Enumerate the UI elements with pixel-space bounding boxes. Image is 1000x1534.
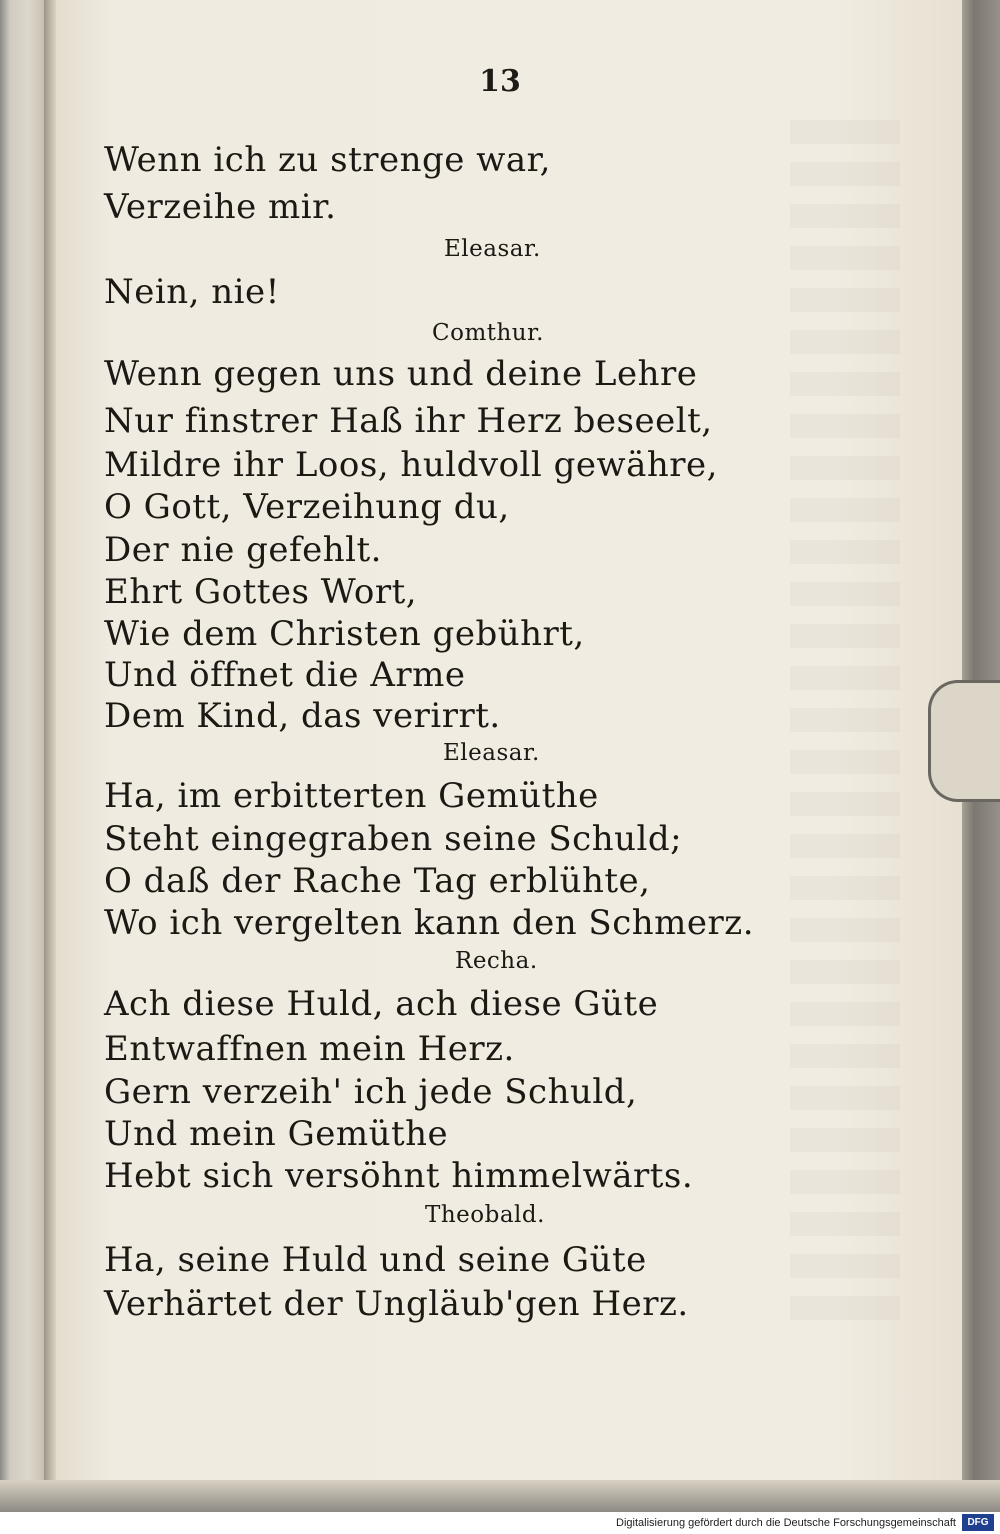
verse-line: Und mein Gemüthe bbox=[104, 1114, 449, 1154]
verse-line: Gern verzeih' ich jede Schuld, bbox=[104, 1072, 638, 1112]
verse-line: Steht eingegraben seine Schuld; bbox=[104, 819, 683, 859]
verse-line: O daß der Rache Tag erblühte, bbox=[104, 861, 651, 901]
verse-line: Und öffnet die Arme bbox=[104, 655, 466, 695]
verse-line: Der nie gefehlt. bbox=[104, 530, 382, 570]
page-number: 13 bbox=[479, 64, 521, 99]
speaker-label: Eleasar. bbox=[443, 740, 540, 766]
verse-line: Verhärtet der Ungläub'gen Herz. bbox=[104, 1284, 689, 1324]
verse-line: Nein, nie! bbox=[104, 272, 280, 312]
verse-line: Mildre ihr Loos, huldvoll gewähre, bbox=[104, 445, 718, 485]
verse-line: Wenn ich zu strenge war, bbox=[104, 140, 551, 180]
verse-line: Ehrt Gottes Wort, bbox=[104, 572, 418, 612]
speaker-label: Recha. bbox=[455, 948, 538, 974]
facing-page-edge bbox=[0, 0, 50, 1512]
verse-line: Nur finstrer Haß ihr Herz beseelt, bbox=[104, 401, 713, 441]
funding-credit: Digitalisierung gefördert durch die Deutsche Forschungsgemeinschaft bbox=[616, 1517, 956, 1529]
verse-line: Wo ich vergelten kann den Schmerz. bbox=[104, 903, 755, 943]
show-through-texture bbox=[790, 120, 900, 1320]
clasp-tab bbox=[928, 680, 1000, 802]
verse-line: Wenn gegen uns und deine Lehre bbox=[104, 354, 698, 394]
verse-line: Dem Kind, das verirrt. bbox=[104, 696, 501, 736]
verse-line: Ach diese Huld, ach diese Güte bbox=[104, 984, 659, 1024]
speaker-label: Eleasar. bbox=[444, 236, 541, 262]
verse-line: Wie dem Christen gebührt, bbox=[104, 614, 585, 654]
verse-line: Ha, im erbitterten Gemüthe bbox=[104, 776, 599, 816]
book-gutter bbox=[44, 0, 56, 1512]
verse-line: Hebt sich versöhnt himmelwärts. bbox=[104, 1156, 694, 1196]
dfg-logo: DFG bbox=[962, 1514, 994, 1531]
verse-line: Verzeihe mir. bbox=[104, 187, 337, 227]
speaker-label: Theobald. bbox=[425, 1202, 545, 1228]
verse-line: Entwaffnen mein Herz. bbox=[104, 1029, 515, 1069]
speaker-label: Comthur. bbox=[432, 320, 544, 346]
verse-line: Ha, seine Huld und seine Güte bbox=[104, 1240, 647, 1280]
page-bottom-edge bbox=[0, 1480, 1000, 1512]
verse-line: O Gott, Verzeihung du, bbox=[104, 487, 510, 527]
